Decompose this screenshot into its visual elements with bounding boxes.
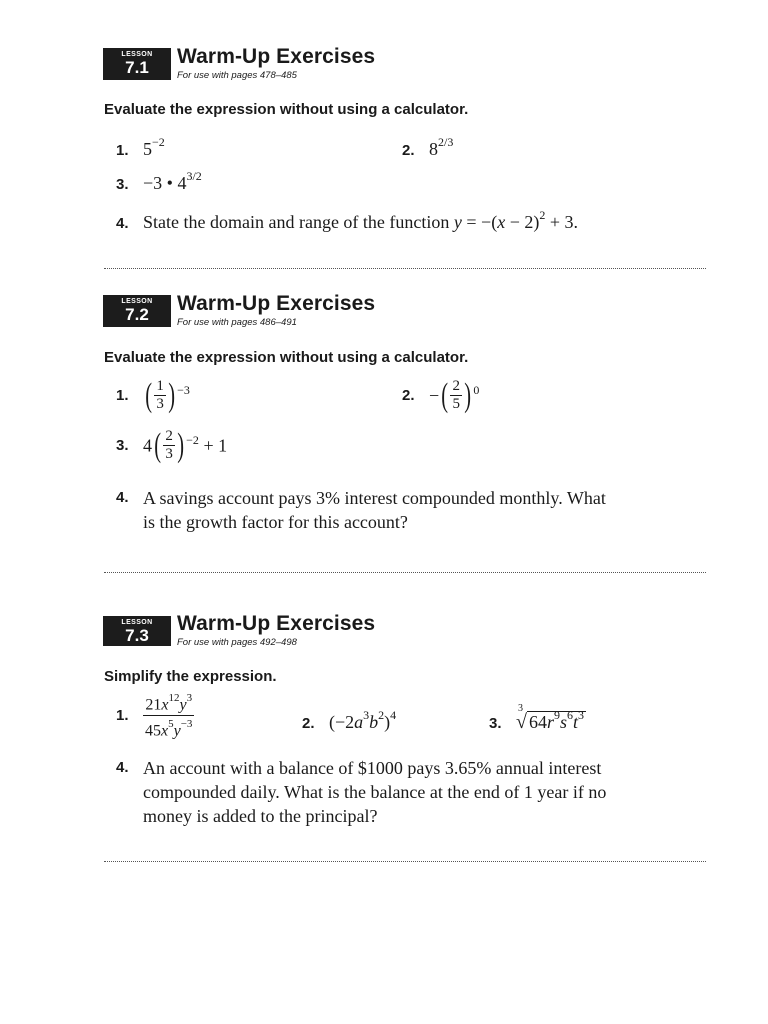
instruction: Simplify the expression. bbox=[104, 668, 277, 685]
lesson-number: 7.1 bbox=[125, 58, 149, 77]
section-title: Warm-Up Exercises bbox=[177, 612, 376, 635]
exercise-4: 4. State the domain and range of the function $y = -(x - 2)^2 + 3$. bbox=[116, 208, 579, 232]
divider bbox=[104, 572, 706, 573]
exercise-4: 4. An account with a balance of $1000 pays 3.65% annual interest compounded daily. What is the balance at the end of 1 year if no money is added to the principal? bbox=[116, 758, 607, 826]
lesson-badge bbox=[103, 295, 171, 327]
exercise-2: 2. $8^{2/3}$ bbox=[402, 135, 454, 159]
instruction: Evaluate the expression without using a calculator. bbox=[104, 101, 469, 118]
exercise-2: 2. $(-2a^3b^2)^4$ bbox=[302, 708, 397, 732]
section-title: Warm-Up Exercises bbox=[177, 45, 376, 68]
page-range: For use with pages 492–498 bbox=[177, 637, 297, 648]
lesson-label: LESSON bbox=[121, 619, 153, 626]
lesson-label: LESSON bbox=[121, 51, 153, 58]
lesson-badge bbox=[103, 616, 171, 646]
page-range: For use with pages 486–491 bbox=[177, 317, 297, 328]
page-range: For use with pages 478–485 bbox=[177, 70, 297, 81]
exercise-3: 3. 4( $\frac{2}{3}$ ) $^{-2}$ + 1 bbox=[116, 426, 228, 464]
section-title: Warm-Up Exercises bbox=[177, 292, 376, 315]
exercise-3: 3. −3 • $4^{3/2}$ bbox=[116, 169, 202, 193]
lesson-label: LESSON bbox=[121, 298, 153, 305]
divider bbox=[104, 268, 706, 269]
exercise-2: 2. −( $\frac{2}{5}$ ) $^0$ bbox=[402, 376, 480, 414]
lesson-number: 7.2 bbox=[125, 305, 149, 324]
lesson-badge bbox=[103, 48, 171, 80]
exercise-1: 1. ( $\frac{1}{3}$ ) $^{-3}$ bbox=[116, 376, 190, 414]
exercise-4: 4. A savings account pays 3% interest compounded monthly. What is the growth factor for this account? bbox=[116, 488, 606, 532]
exercise-3: 3. 3 √ $64r^9s^6t^3$ bbox=[489, 703, 585, 733]
lesson-number: 7.3 bbox=[125, 626, 149, 645]
exercise-1: 1. $\frac{21x^{12}y^3}{45x^5y^{-3}}$ bbox=[116, 692, 193, 740]
exercise-1: 1. $5^{-2}$ bbox=[116, 135, 165, 159]
instruction: Evaluate the expression without using a calculator. bbox=[104, 349, 469, 366]
cube-root: 3 √ $64r^9s^6t^3$ bbox=[516, 703, 585, 733]
divider bbox=[104, 861, 706, 862]
